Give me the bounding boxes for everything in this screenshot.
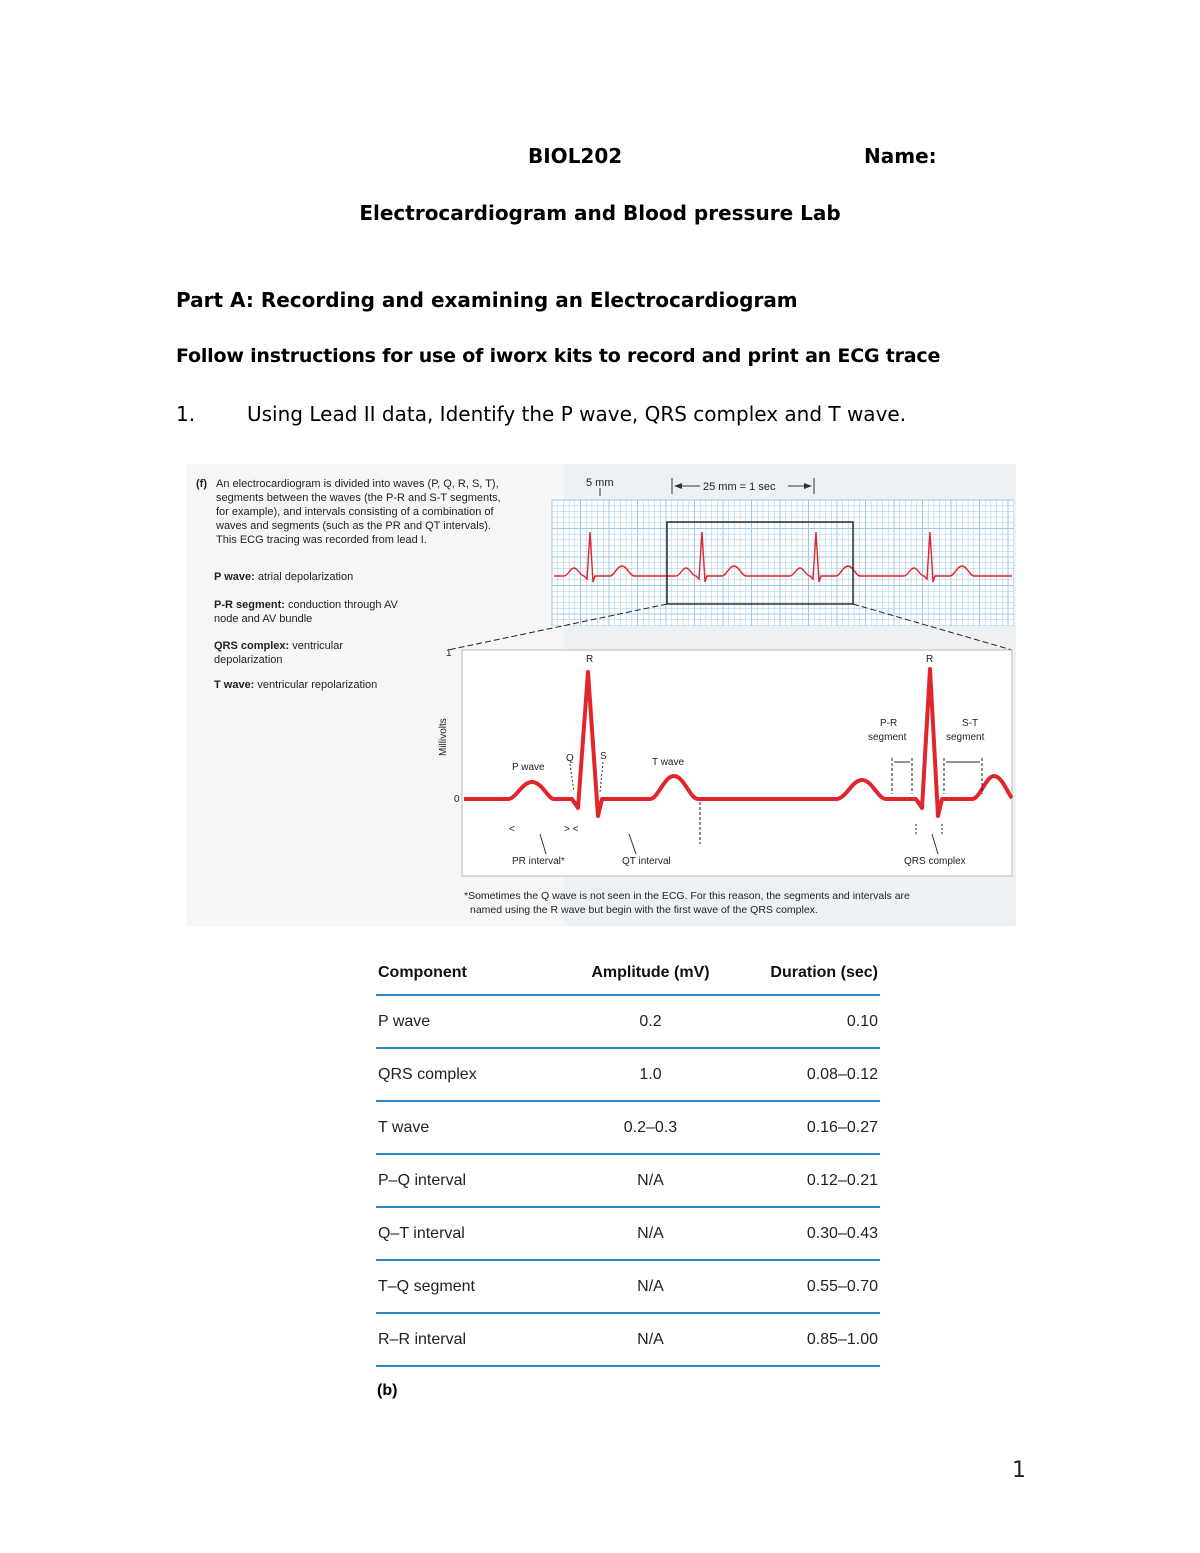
- ecg-table: [376, 952, 880, 1367]
- definition-pr-segment: P-R segment: conduction through AV: [214, 599, 398, 611]
- cell-duration: 0.10: [745, 995, 880, 1048]
- cell-component: P–Q interval: [376, 1154, 556, 1207]
- st-segment-label-2: segment: [946, 732, 985, 743]
- cell-duration: 0.55–0.70: [745, 1260, 880, 1313]
- course-code: BIOL202: [528, 144, 623, 168]
- ecg-grid-strip: [552, 500, 1014, 626]
- cell-component: QRS complex: [376, 1048, 556, 1101]
- cell-component: T–Q segment: [376, 1260, 556, 1313]
- cell-component: R–R interval: [376, 1313, 556, 1366]
- cell-component: Q–T interval: [376, 1207, 556, 1260]
- caption-line: An electrocardiogram is divided into waves (P, Q, R, S, T),: [216, 478, 499, 490]
- t-wave-label: T wave: [652, 757, 685, 768]
- q-label: Q: [566, 753, 574, 764]
- grid-background: [552, 500, 1014, 626]
- ecg-reference-table: [376, 952, 880, 1367]
- question-1-text: Using Lead II data, Identify the P wave, QRS complex and T wave.: [247, 402, 907, 426]
- pr-segment-label-2: segment: [868, 732, 907, 743]
- cell-amplitude: 1.0: [556, 1048, 745, 1101]
- scale-5mm-label: 5 mm: [586, 477, 614, 489]
- cell-component: P wave: [376, 995, 556, 1048]
- instructions-heading: Follow instructions for use of iworx kits to record and print an ECG trace: [176, 345, 941, 367]
- table-row: [376, 1207, 880, 1260]
- name-label: Name:: [864, 144, 937, 168]
- pr-interval-end: > <: [564, 824, 579, 835]
- table-row: [376, 1313, 880, 1366]
- column-header-component: Component: [378, 964, 467, 981]
- table-row: [376, 1154, 880, 1207]
- footnote-line: *Sometimes the Q wave is not seen in the ECG. For this reason, the segments and intervals are: [464, 890, 910, 902]
- table-row: [376, 1260, 880, 1313]
- p-wave-label: P wave: [512, 762, 545, 773]
- table-row: [376, 1101, 880, 1154]
- y-axis-label: Millivolts: [438, 718, 449, 756]
- caption-line: waves and segments (such as the PR and QT intervals).: [216, 520, 491, 532]
- cell-duration: 0.16–0.27: [745, 1101, 880, 1154]
- definition-pr-segment-cont: node and AV bundle: [214, 613, 313, 625]
- pr-interval-start: <: [509, 824, 515, 835]
- s-label: S: [600, 751, 607, 762]
- column-header-amplitude: Amplitude (mV): [591, 964, 710, 981]
- question-1-number: 1.: [176, 402, 196, 426]
- cell-amplitude: 0.2: [556, 995, 745, 1048]
- footnote-line: named using the R wave but begin with the first wave of the QRS complex.: [470, 904, 818, 916]
- figure-panel-label: (f): [196, 478, 207, 490]
- definition-t-wave: T wave: ventricular repolarization: [214, 679, 378, 691]
- caption-line: segments between the waves (the P-R and S-T segments,: [216, 492, 501, 504]
- y-tick-0: 0: [454, 794, 460, 805]
- cell-amplitude: N/A: [556, 1154, 745, 1207]
- st-segment-label: S-T: [962, 718, 979, 729]
- cell-amplitude: N/A: [556, 1260, 745, 1313]
- pr-segment-label: P-R: [880, 718, 898, 729]
- definition-p-wave: P wave: atrial depolarization: [214, 571, 354, 583]
- cell-amplitude: 0.2–0.3: [556, 1101, 745, 1154]
- y-tick-1: 1: [446, 648, 452, 659]
- definition-qrs: QRS complex: ventricular: [214, 640, 343, 652]
- part-a-heading: Part A: Recording and examining an Electrocardiogram: [176, 288, 798, 312]
- scale-25mm-label: 25 mm = 1 sec: [703, 481, 776, 493]
- r-label-right: R: [926, 654, 934, 665]
- caption-line: for example), and intervals consisting of a combination of: [216, 506, 494, 518]
- column-header-duration: Duration (sec): [770, 964, 878, 981]
- cell-duration: 0.85–1.00: [745, 1313, 880, 1366]
- qrs-complex-label: QRS complex: [904, 856, 966, 867]
- table-header-row: [376, 952, 880, 995]
- r-label-left: R: [586, 654, 594, 665]
- table-panel-label: (b): [377, 1382, 398, 1399]
- cell-duration: 0.12–0.21: [745, 1154, 880, 1207]
- table-row: [376, 995, 880, 1048]
- ecg-figure: [186, 464, 1016, 926]
- cell-amplitude: N/A: [556, 1207, 745, 1260]
- cell-amplitude: N/A: [556, 1313, 745, 1366]
- qt-interval-label: QT interval: [622, 856, 671, 867]
- page-number: 1: [1012, 1458, 1026, 1483]
- caption-line: This ECG tracing was recorded from lead I.: [216, 534, 427, 546]
- table-row: [376, 1048, 880, 1101]
- pr-interval-label: PR interval*: [512, 856, 565, 867]
- lab-title: Electrocardiogram and Blood pressure Lab: [359, 201, 841, 225]
- cell-duration: 0.08–0.12: [745, 1048, 880, 1101]
- definition-qrs-cont: depolarization: [214, 654, 283, 666]
- cell-duration: 0.30–0.43: [745, 1207, 880, 1260]
- cell-component: T wave: [376, 1101, 556, 1154]
